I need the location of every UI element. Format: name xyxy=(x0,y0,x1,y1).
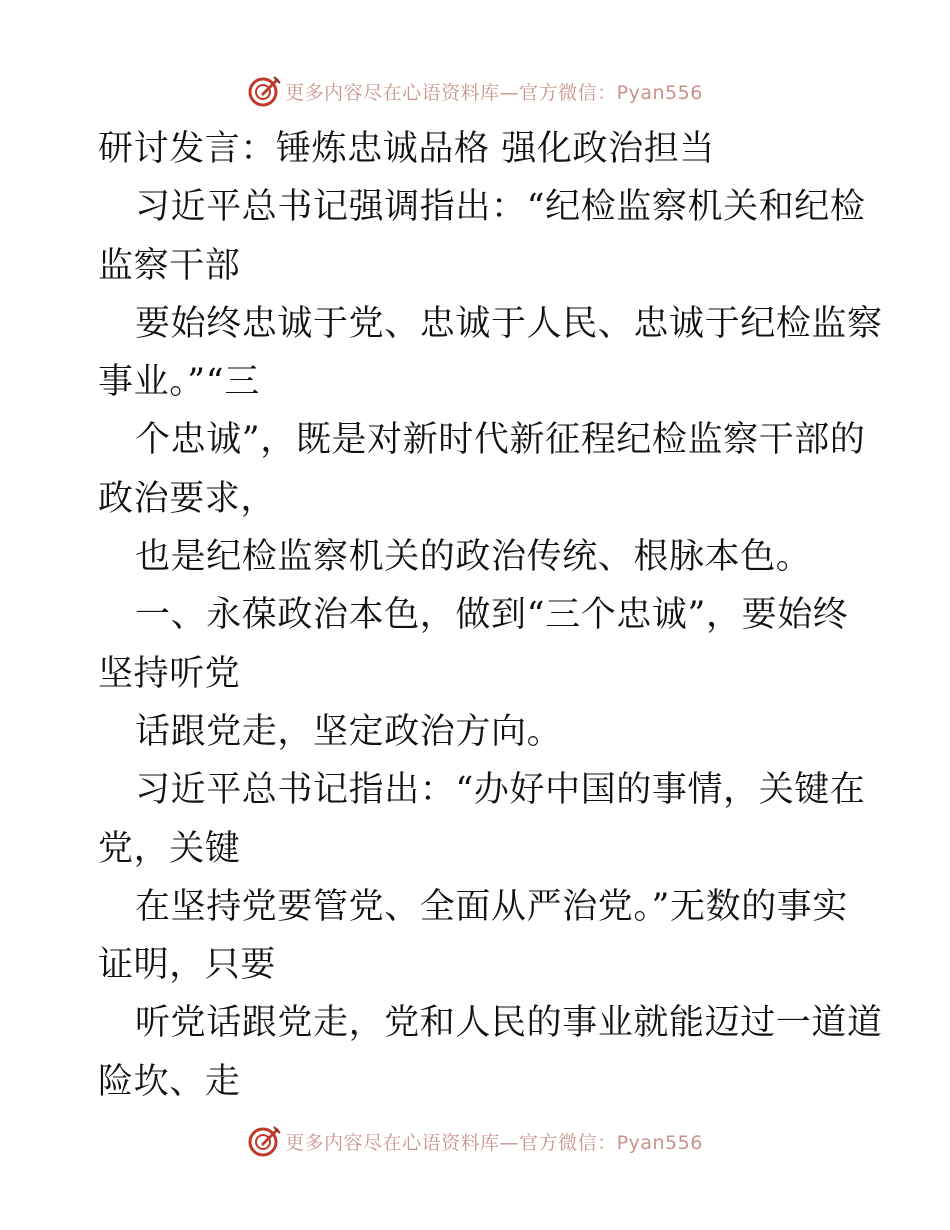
text-line: 要始终忠诚于党、忠诚于人民、忠诚于纪检监察 xyxy=(135,303,883,344)
section-heading-line: 一、永葆政治本色，做到“三个忠诚”，要始终 xyxy=(135,595,849,636)
text-line: 事业。”“三 xyxy=(98,362,260,403)
pen-nib-logo-icon xyxy=(247,1124,281,1158)
text-line: 证明，只要 xyxy=(98,945,277,986)
footer-banner-text: 更多内容尽在心语资料库—官方微信：Pyan556 xyxy=(285,1131,703,1154)
pen-nib-logo-icon xyxy=(247,74,281,108)
text-line: 习近平总书记指出：“办好中国的事情，关键在 xyxy=(135,770,866,811)
text-line: 也是纪检监察机关的政治传统、根脉本色。 xyxy=(135,537,812,578)
header-watermark-banner xyxy=(0,71,950,111)
text-line: 监察干部 xyxy=(98,245,241,286)
document-title-line: 研讨发言：锤炼忠诚品格 强化政治担当 xyxy=(98,129,715,169)
text-line: 习近平总书记强调指出：“纪检监察机关和纪检 xyxy=(135,187,866,228)
header-banner-text: 更多内容尽在心语资料库—官方微信：Pyan556 xyxy=(285,81,703,104)
text-line: 政治要求， xyxy=(98,478,277,519)
text-line: 听党话跟党走，党和人民的事业就能迈过一道道 xyxy=(135,1003,883,1044)
text-line: 个忠诚”，既是对新时代新征程纪检监察干部的 xyxy=(135,420,866,461)
text-line: 在坚持党要管党、全面从严治党。”无数的事实 xyxy=(135,886,848,927)
footer-watermark-banner xyxy=(0,1121,950,1161)
text-line: 险坎、走 xyxy=(98,1061,241,1102)
text-line: 坚持听党 xyxy=(98,653,241,694)
text-line: 党，关键 xyxy=(98,828,241,869)
document-body xyxy=(98,120,883,1111)
text-line: 话跟党走，坚定政治方向。 xyxy=(135,711,563,752)
